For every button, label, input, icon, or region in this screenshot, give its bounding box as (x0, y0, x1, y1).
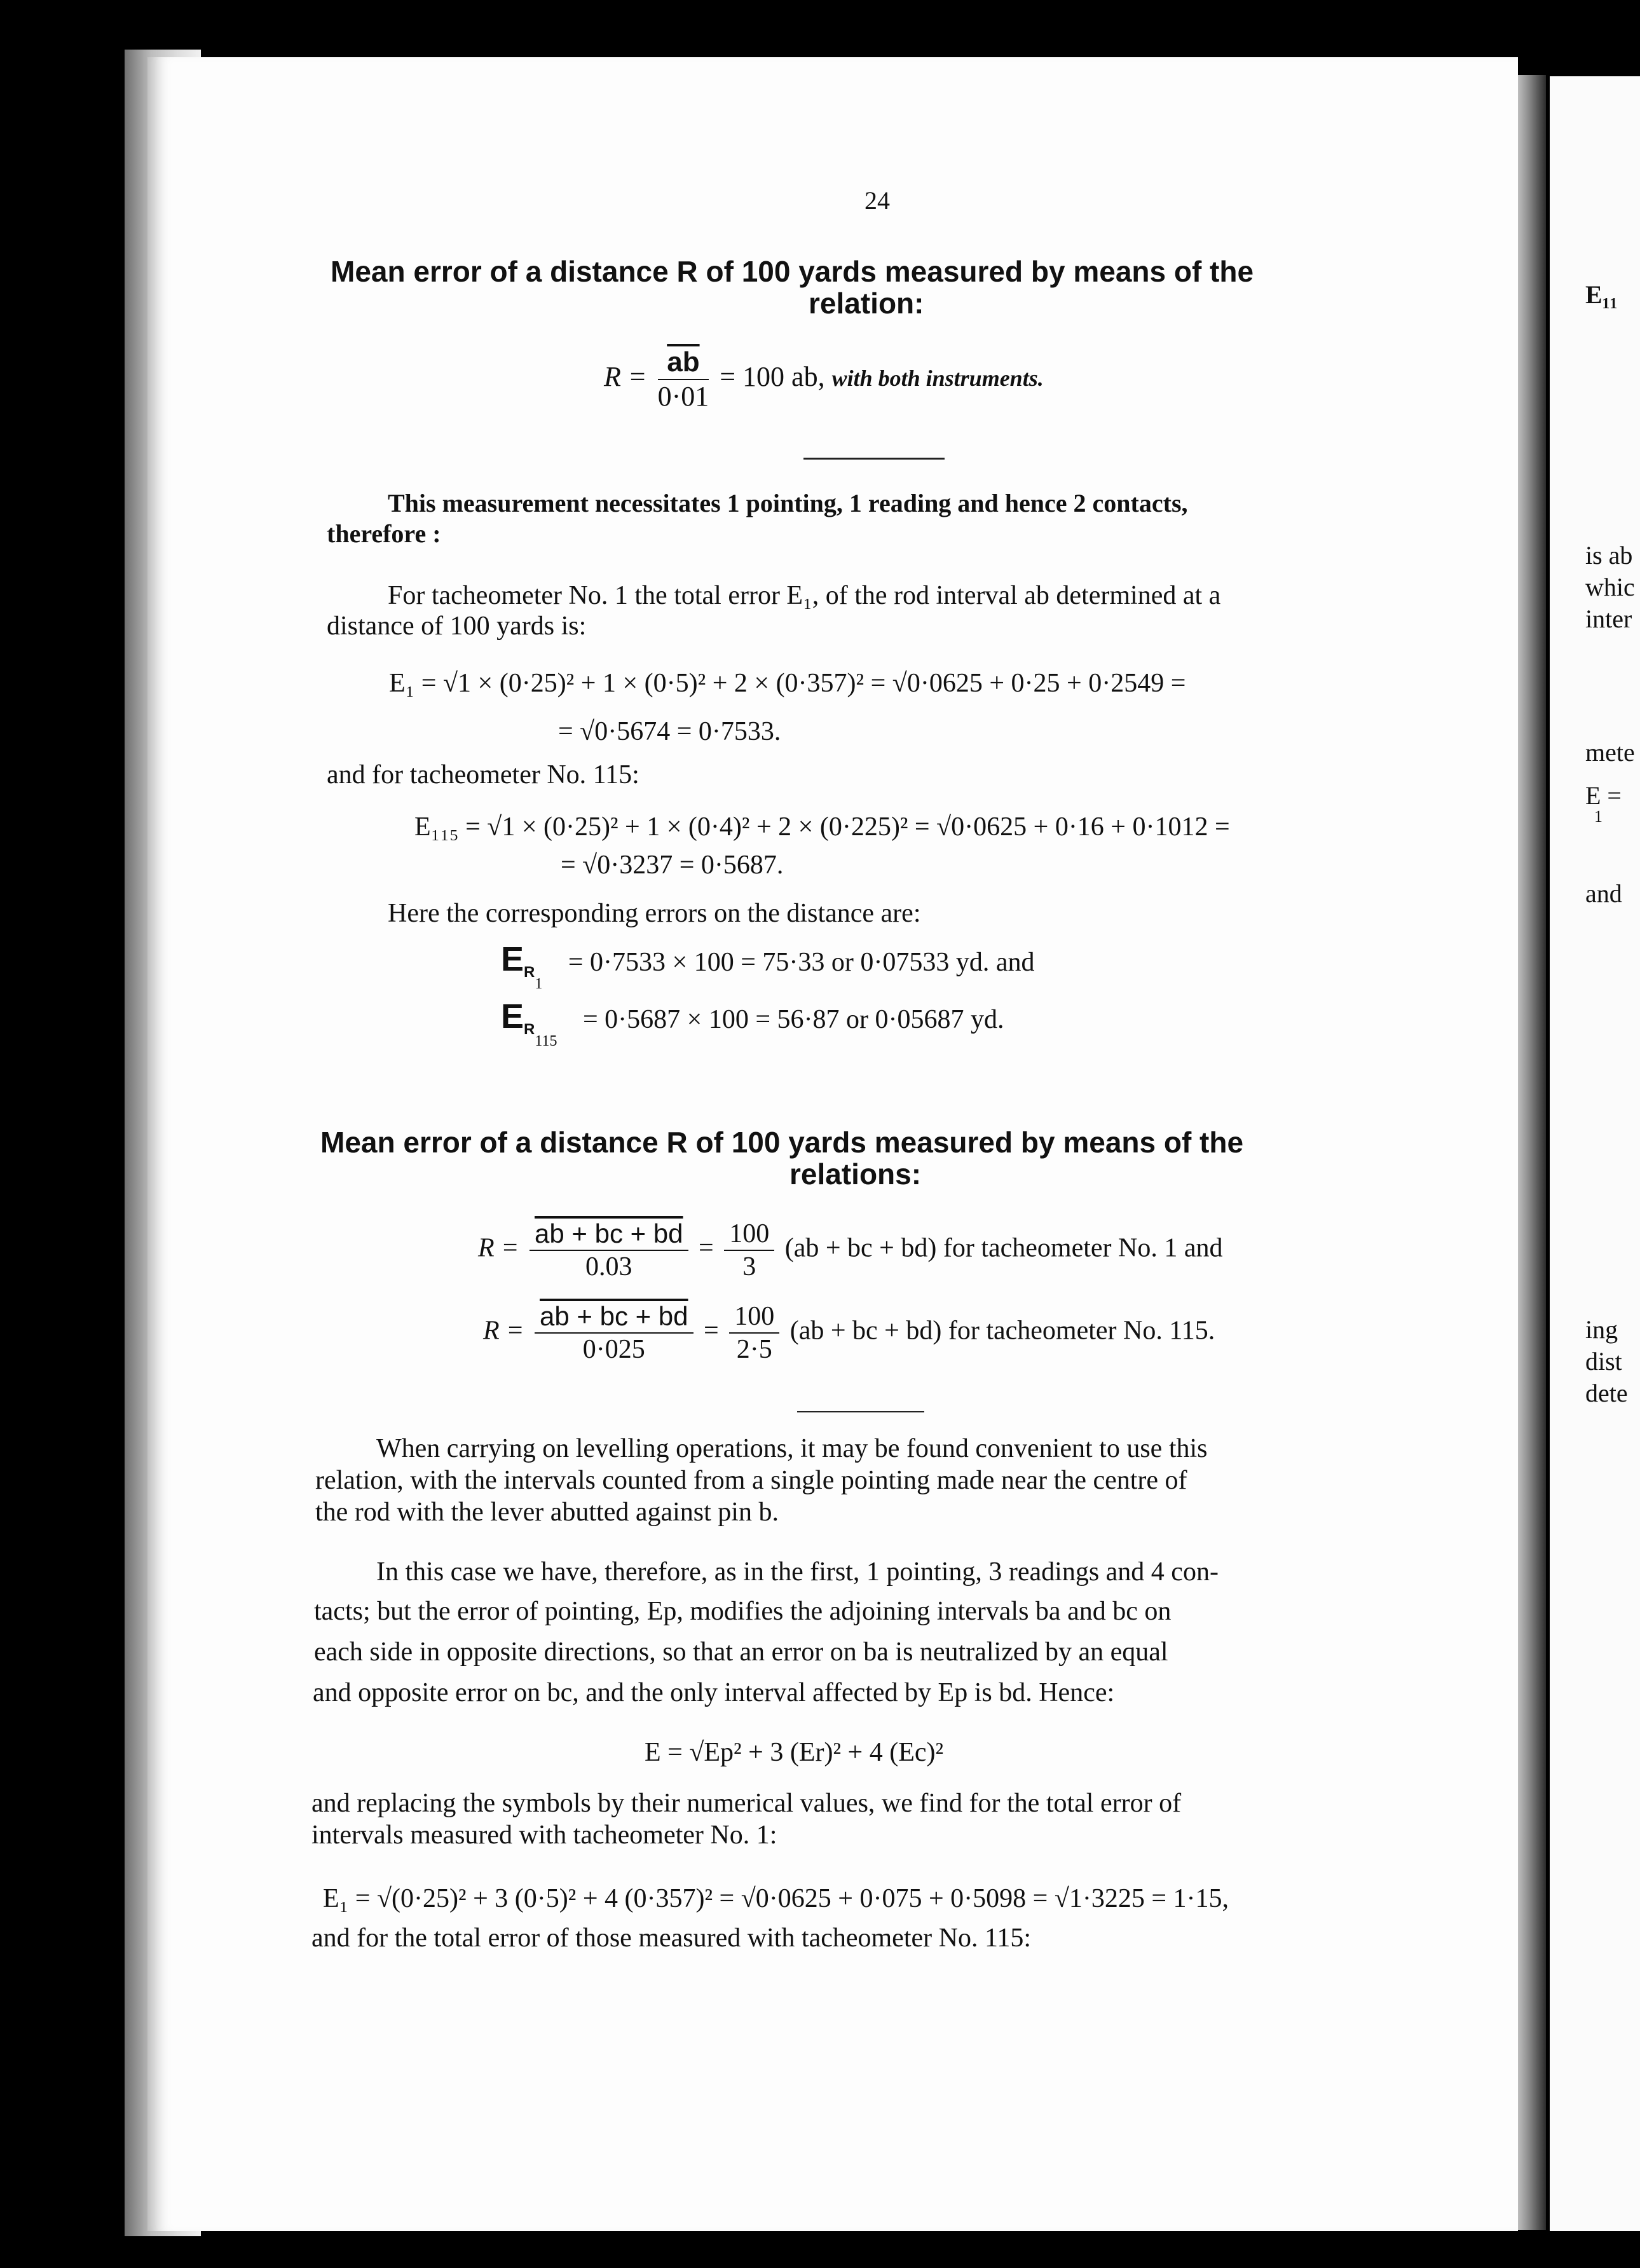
formula-lhs: R = (604, 361, 647, 393)
next-page-fragment: E₁₁ (1585, 280, 1618, 309)
f2-numerator2: 100 (729, 1303, 779, 1334)
formula-note: with both instruments. (831, 365, 1044, 392)
section2-formula2 (483, 1303, 1215, 1363)
next-page-edge (1550, 76, 1640, 2231)
section2-heading-line2: relations: (789, 1158, 922, 1191)
error-r1-sub: R (524, 964, 535, 981)
section2-p2-line4: and opposite error on bc, and the only interval affected by Ep is bd. Hence: (313, 1678, 1115, 1707)
error-r115-value: = 0·5687 × 100 = 56·87 or 0·05687 yd. (582, 1005, 1004, 1034)
section2-p2-line2: tacts; but the error of pointing, Ep, modifies the adjoining intervals ba and bc on (314, 1597, 1172, 1626)
section2-p2-line1: In this case we have, therefore, as in the first, 1 pointing, 3 readings and 4 con- (376, 1557, 1219, 1587)
next-page-fragment: and (1585, 879, 1622, 908)
next-page-fragment: dete (1585, 1379, 1628, 1407)
f1-denominator: 0.03 (585, 1252, 632, 1281)
error-r1 (501, 942, 1035, 992)
section2-p1-line3: the rod with the lever abutted against pin b. (315, 1498, 779, 1527)
f1-lhs: R = (478, 1233, 519, 1263)
divider-rule-2 (797, 1411, 924, 1412)
page-number: 24 (864, 186, 890, 215)
f2-rhs: (ab + bc + bd) for tacheometer No. 115. (789, 1316, 1215, 1346)
section1-para2-line2: distance of 100 yards is: (327, 611, 587, 641)
section2-p3-line2: intervals measured with tacheometer No. 1: (311, 1821, 777, 1850)
section2-heading-line1: Mean error of a distance R of 100 yards measured by means of the (320, 1126, 1244, 1159)
section1-heading-line2: relation: (809, 287, 924, 320)
f2-denominator2: 2·5 (736, 1335, 772, 1364)
f2-numerator: ab + bc + bd (535, 1303, 694, 1334)
f1-fraction2 (724, 1220, 774, 1280)
section2-eq3: E₁ = √(0·25)² + 3 (0·5)² + 4 (0·357)² = √0·0625 + 0·075 + 0·5098 = √1·3225 = 1·15, (323, 1884, 1229, 1913)
section1-para1-line1: This measurement necessitates 1 pointing, 1 reading and hence 2 contacts, (388, 489, 1188, 517)
next-page-fragment: ing (1585, 1315, 1618, 1344)
next-page-fragment: inter (1585, 605, 1632, 633)
section2-p2-line3: each side in opposite directions, so that an error on ba is neutralized by an equal (314, 1637, 1168, 1667)
section2-formula1 (478, 1220, 1223, 1280)
section1-eq1-line1: E₁ = √1 × (0·25)² + 1 × (0·5)² + 2 × (0·357)² = √0·0625 + 0·25 + 0·2549 = (389, 669, 1186, 698)
f2-fraction (535, 1303, 694, 1363)
section1-heading-line1: Mean error of a distance R of 100 yards measured by means of the (331, 255, 1254, 288)
section2-p1-line1: When carrying on levelling operations, it may be found convenient to use this (376, 1434, 1208, 1463)
divider-rule (803, 458, 945, 460)
f1-denominator2: 3 (742, 1252, 756, 1281)
next-page-fragment: dist (1585, 1347, 1622, 1376)
section2-p4: and for the total error of those measured with tacheometer No. 115: (311, 1923, 1032, 1953)
f2-equals: = (704, 1316, 719, 1346)
next-page-fragment: 1 (1594, 807, 1602, 826)
book-page (147, 57, 1518, 2231)
error-r115 (501, 999, 1004, 1049)
error-r1-subsub: 1 (535, 976, 543, 992)
f1-numerator: ab + bc + bd (530, 1220, 688, 1251)
error-r115-sub: R (524, 1021, 535, 1038)
error-r115-subsub: 115 (535, 1033, 557, 1049)
f1-equals: = (699, 1233, 714, 1263)
f2-denominator: 0·025 (582, 1335, 645, 1364)
next-page-fragment: is ab (1585, 541, 1633, 570)
section1-formula (604, 348, 1044, 411)
section1-para4: Here the corresponding errors on the distance are: (388, 899, 921, 928)
next-page-fragment: E = (1585, 781, 1622, 810)
formula-fraction (658, 348, 709, 411)
formula-rhs: = 100 ab, (720, 361, 825, 393)
error-r1-value: = 0·7533 × 100 = 75·33 or 0·07533 yd. and (568, 948, 1035, 977)
section1-eq1-line2: = √0·5674 = 0·7533. (558, 717, 781, 746)
section1-para1-line2: therefore : (327, 519, 441, 548)
f2-lhs: R = (483, 1316, 524, 1346)
section1-para3: and for tacheometer No. 115: (327, 760, 639, 789)
section1-eq2-line1: E₁₁₅ = √1 × (0·25)² + 1 × (0·4)² + 2 × (0·225)² = √0·0625 + 0·16 + 0·1012 = (414, 812, 1230, 842)
section1-para2-line1: For tacheometer No. 1 the total error E₁, of the rod interval ab determined at a (388, 581, 1221, 610)
f1-numerator2: 100 (724, 1220, 774, 1251)
f1-rhs: (ab + bc + bd) for tacheometer No. 1 and (784, 1233, 1223, 1263)
next-page-fragment: whic (1585, 573, 1635, 601)
section2-p1-line2: relation, with the intervals counted from a single pointing made near the centre of (315, 1466, 1187, 1495)
section1-eq2-line2: = √0·3237 = 0·5687. (561, 850, 784, 880)
f1-fraction (530, 1220, 688, 1280)
next-page-fragment: mete (1585, 738, 1635, 767)
error-r1-symbol: E (501, 940, 524, 978)
section2-p3-line1: and replacing the symbols by their numerical values, we find for the total error of (311, 1789, 1182, 1818)
f2-fraction2 (729, 1303, 779, 1363)
formula-denominator: 0·01 (657, 381, 709, 412)
formula-numerator: $\overline{ab}$ (658, 348, 709, 380)
error-r115-symbol: E (501, 997, 524, 1035)
section2-eqE: E = √Ep² + 3 (Er)² + 4 (Ec)² (645, 1738, 944, 1767)
